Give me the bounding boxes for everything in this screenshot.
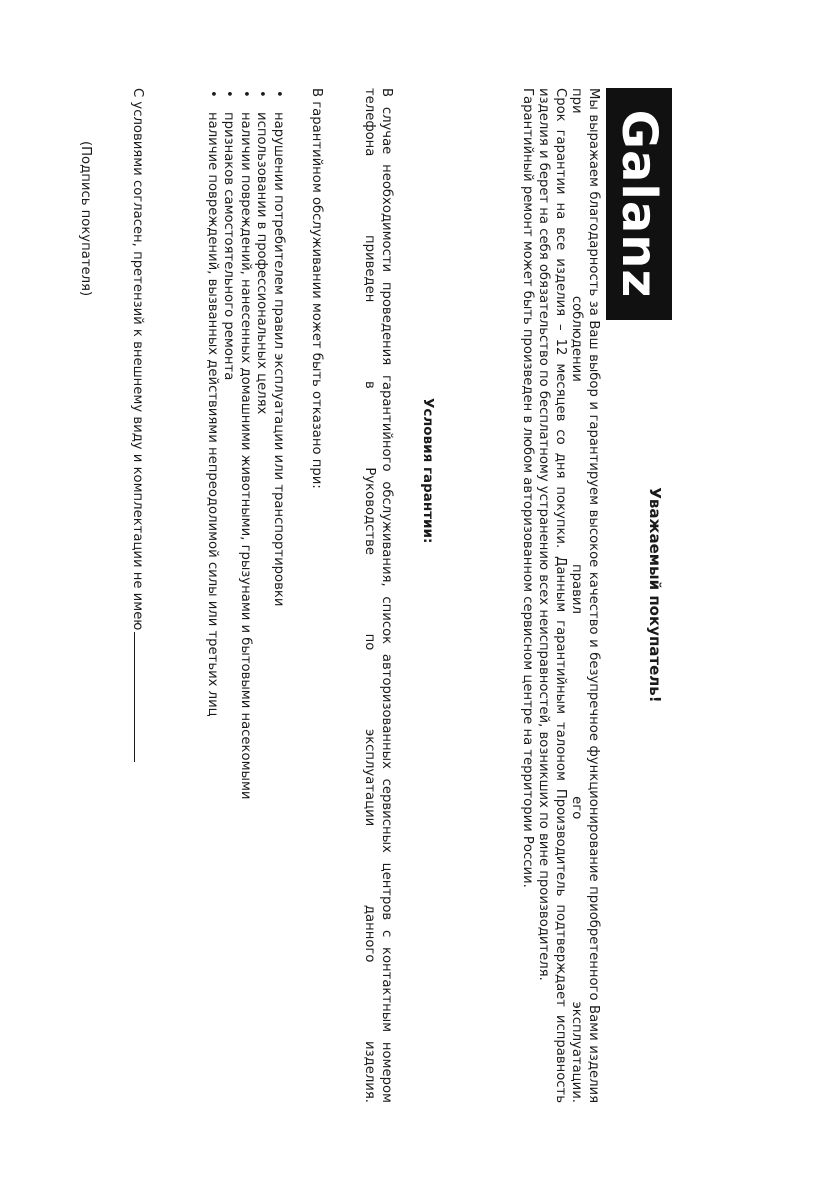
- list-item: • наличии повреждений, нанесенных домашними животными, грызунами и бытовыми насекомыми: [237, 88, 254, 1103]
- intro-paragraph-warranty-term: Срок гарантии на все изделия – 12 месяцев со дня покупки. Данным гарантийным талоном Производитель подтверждает исправность изделия и берет на себя обязательство по бесплатному устранению всех неисправностей, возникших по вине производителя.: [536, 88, 568, 1103]
- intro-section: [519, 88, 602, 1103]
- service-centers-section: [361, 88, 394, 1103]
- intro-paragraph-service: Гарантийный ремонт может быть произведен в любом авторизованном сервисном центре на территории России.: [520, 88, 535, 888]
- logo-text: Galanz: [611, 109, 667, 299]
- intro-paragraph-thanks: Мы выражаем благодарность за Ваш выбор и гарантируем высокое качество и безупречное функционирование приобретенного Вами изделия при соблюдении правил его эксплуатации.: [569, 88, 601, 1103]
- section-title-warranty-conditions: Условия гарантии:: [420, 398, 436, 544]
- list-item: • признаков самостоятельного ремонта: [220, 88, 237, 1103]
- list-item: • нарушении потребителем правил эксплуатации или транспортировки: [270, 88, 287, 1103]
- service-centers-paragraph: В случае необходимости проведения гарантийного обслуживания, список авторизованных сервисных центров с контактным номером телефона приведен в Руководстве по эксплуатации данного изделия.: [362, 88, 394, 1103]
- refusal-intro: В гарантийном обслуживании может быть отказано при:: [309, 88, 324, 489]
- list-item: • наличие повреждений, вызванных действиями непреодолимой силы или третьих лиц: [204, 88, 221, 1103]
- agreement-text: С условиями согласен, претензий к внешнему виду и комплектации не имею: [130, 88, 145, 631]
- page-title: Уважаемый покупатель!: [646, 487, 664, 703]
- agreement-line: [129, 88, 149, 762]
- signature-blank-line: [134, 632, 148, 762]
- refusal-list: [204, 88, 287, 1103]
- list-item: • использовании в профессиональных целях: [253, 88, 270, 1103]
- signature-label: (Подпись покупателя): [78, 141, 93, 297]
